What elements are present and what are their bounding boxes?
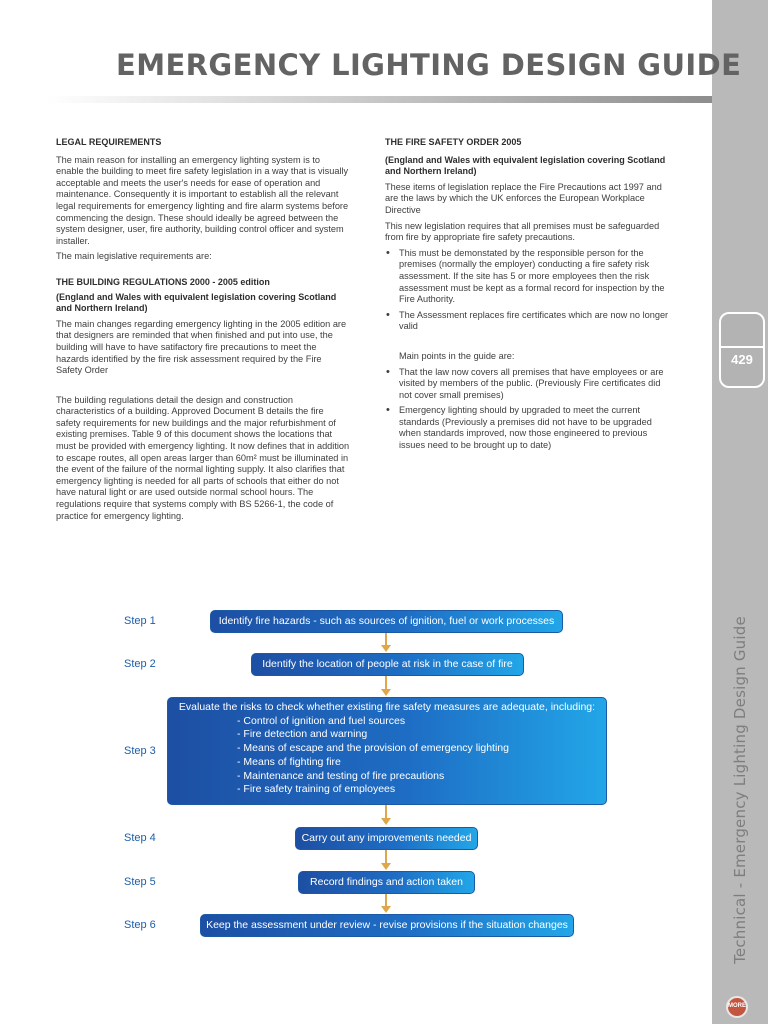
step-4-box: Carry out any improvements needed xyxy=(295,827,478,850)
legal-paragraph-1: The main reason for installing an emergency lighting system is to enable the building to meet fire safety legislation in a way that is visually acceptable and meets the user's needs for ease of operation and maintenance. Consequently it is important to establish all the relevant legal requirements for emergency lighting and fire alarm systems before commencing the design. These should ideally be agreed between the system designer, user, fire authority, building control officer and system installer. xyxy=(56,154,349,246)
main-points-intro: Main points in the guide are: xyxy=(399,350,515,361)
legal-requirements-heading: LEGAL REQUIREMENTS xyxy=(56,137,162,147)
page-number-tab xyxy=(719,312,765,388)
step-3-item: - Means of fighting fire xyxy=(237,755,341,768)
step-3-item: - Control of ignition and fuel sources xyxy=(237,714,406,727)
step-3-label: Step 3 xyxy=(124,745,156,757)
arrow-down-icon xyxy=(381,689,391,696)
main-points-list xyxy=(399,367,675,452)
right-text-column xyxy=(385,137,675,456)
section-vertical-title: Technical - Emergency Lighting Design Guide xyxy=(731,616,749,964)
list-item: • Emergency lighting should by upgraded to meet the current standards (Previously a premises did not have to be upgraded when standards improved, now those engineered to previous issues need to be brought up to date) xyxy=(399,405,675,451)
step-5-label: Step 5 xyxy=(124,876,156,888)
legal-paragraph-2: The main legislative requirements are: xyxy=(56,251,212,262)
step-2-label: Step 2 xyxy=(124,658,156,670)
fso-paragraph-2: This new legislation requires that all premises must be safeguarded from fire by appropriate fire safety precautions. xyxy=(385,220,660,243)
page-title: EMERGENCY LIGHTING DESIGN GUIDE xyxy=(116,48,742,82)
fso-bullet-list xyxy=(399,248,675,333)
arrow-down-icon xyxy=(381,818,391,825)
step-3-item: - Fire detection and warning xyxy=(237,728,368,741)
left-text-column xyxy=(56,137,350,526)
fire-safety-order-heading: THE FIRE SAFETY ORDER 2005 xyxy=(385,137,522,147)
page-number: 429 xyxy=(731,352,753,367)
step-1-label: Step 1 xyxy=(124,615,156,627)
step-4-label: Step 4 xyxy=(124,832,156,844)
more-logo-icon: MORE xyxy=(726,996,748,1018)
step-3-item: - Maintenance and testing of fire precautions xyxy=(237,769,445,782)
step-1-box: Identify fire hazards - such as sources of ignition, fuel or work processes xyxy=(210,610,563,633)
step-3-lead-text: Evaluate the risks to check whether existing fire safety measures are adequate, including: xyxy=(178,701,596,713)
connector-line xyxy=(385,805,387,818)
list-item: • The Assessment replaces fire certificates which are now no longer valid xyxy=(399,310,675,333)
connector-line xyxy=(385,894,387,906)
step-3-item: - Means of escape and the provision of emergency lighting xyxy=(237,742,509,755)
title-underline xyxy=(46,96,712,103)
arrow-down-icon xyxy=(381,906,391,913)
list-item: • This must be demonstated by the responsible person for the premises (normally the employer) conducting a fire safety risk assessment. If the site has 5 or more employees then the risk assessment must be kept as a formal record for inspection by the Fire Authority. xyxy=(399,248,675,306)
fire-safety-order-subheading: (England and Wales with equivalent legislation covering Scotland and Northern Ireland) xyxy=(385,154,666,177)
step-3-item: - Fire safety training of employees xyxy=(237,783,396,796)
step-2-box: Identify the location of people at risk in the case of fire xyxy=(251,653,524,676)
connector-line xyxy=(385,676,387,689)
connector-line xyxy=(385,850,387,863)
arrow-down-icon xyxy=(381,645,391,652)
step-5-box: Record findings and action taken xyxy=(298,871,475,894)
fso-paragraph-1: These items of legislation replace the Fire Precautions act 1997 and are the laws by which the UK enforces the European Workplace Directive xyxy=(385,181,662,215)
step-3-box xyxy=(167,697,607,805)
page-tab-divider xyxy=(721,346,763,348)
building-regulations-subheading: (England and Wales with equivalent legislation covering Scotland and Northern Ireland) xyxy=(56,291,337,314)
building-regulations-heading: THE BUILDING REGULATIONS 2000 - 2005 edition xyxy=(56,276,270,287)
building-paragraph-1: The main changes regarding emergency lighting in the 2005 edition are that designers are reminded that when finished and put into use, the building will have to have satifactory fire precautions to meet the hazards identified by the fire risk assessment required by the Fire Safety Order xyxy=(56,318,347,376)
arrow-down-icon xyxy=(381,863,391,870)
list-item: • That the law now covers all premises that have employees or are visited by members of the public. (Previously Fire certificates did not cover small premises) xyxy=(399,367,675,402)
connector-line xyxy=(385,633,387,645)
building-paragraph-2: The building regulations detail the design and construction characteristics of a building. Approved Document B details the fire safety requirements for new buildings and the major refurbishment of existing premises. Table 9 of this document shows the locations that must be provided with emergency lighting. It now defines that in addition to escape routes, all open areas larger than 60m² must be illuminated in the event of the failure of the normal lighting supply. It also clarifies that emergency lighting is needed for all parts of schools that either do not have natural light or are used outside normal school hours. The regulations require that systems comply with BS 5266-1, the code of practice for emergency lighting. xyxy=(56,394,350,521)
step-6-label: Step 6 xyxy=(124,919,156,931)
step-6-box: Keep the assessment under review - revise provisions if the situation changes xyxy=(200,914,574,937)
